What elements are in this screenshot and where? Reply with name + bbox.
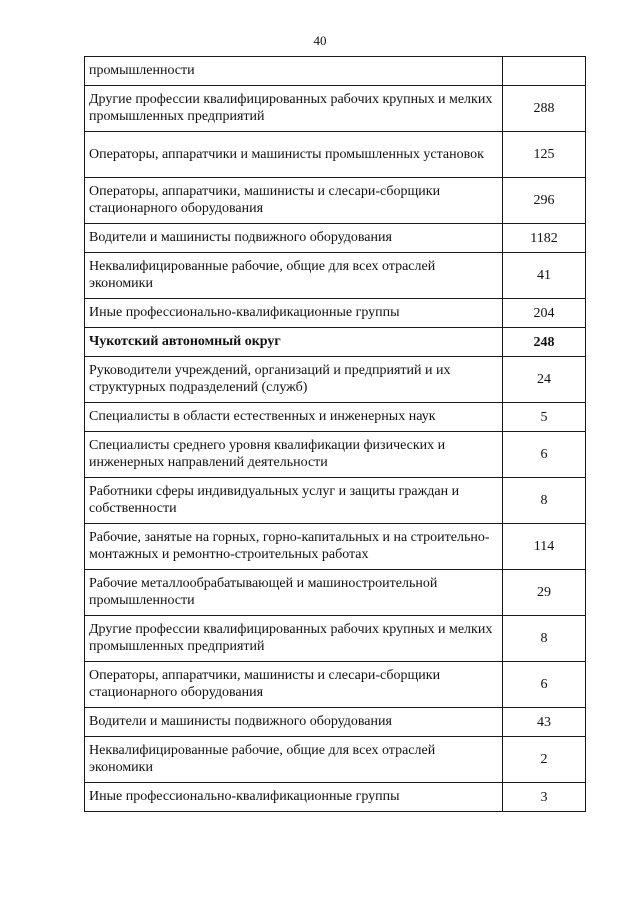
occupation-group-cell: Работники сферы индивидуальных услуг и защиты граждан и собственности (85, 478, 503, 524)
count-cell: 8 (503, 478, 586, 524)
count-cell: 43 (503, 708, 586, 737)
occupation-group-cell: Другие профессии квалифицированных рабочих крупных и мелких промышленных предприятий (85, 86, 503, 132)
occupation-table-container (84, 56, 585, 812)
table-row (85, 783, 586, 812)
count-cell: 1182 (503, 224, 586, 253)
table-row (85, 178, 586, 224)
region-row (85, 328, 586, 357)
count-cell: 2 (503, 737, 586, 783)
table-row (85, 616, 586, 662)
table-row (85, 224, 586, 253)
occupation-group-cell: Чукотский автономный округ (85, 328, 503, 357)
occupation-table-body (85, 57, 586, 812)
count-cell: 3 (503, 783, 586, 812)
table-row (85, 357, 586, 403)
occupation-group-cell: Специалисты в области естественных и инженерных наук (85, 403, 503, 432)
table-row (85, 86, 586, 132)
count-cell: 41 (503, 253, 586, 299)
count-cell: 204 (503, 299, 586, 328)
occupation-group-cell: Иные профессионально-квалификационные группы (85, 299, 503, 328)
table-row (85, 432, 586, 478)
occupation-group-cell: Рабочие, занятые на горных, горно-капитальных и на строительно-монтажных и ремонтно-строительных работах (85, 524, 503, 570)
occupation-group-cell: Неквалифицированные рабочие, общие для всех отраслей экономики (85, 253, 503, 299)
occupation-group-cell: Операторы, аппаратчики и машинисты промышленных установок (85, 132, 503, 178)
table-row (85, 708, 586, 737)
table-row (85, 737, 586, 783)
count-cell: 288 (503, 86, 586, 132)
count-cell: 296 (503, 178, 586, 224)
count-cell: 5 (503, 403, 586, 432)
count-cell: 29 (503, 570, 586, 616)
count-cell: 6 (503, 662, 586, 708)
count-cell: 6 (503, 432, 586, 478)
count-cell: 114 (503, 524, 586, 570)
table-row (85, 478, 586, 524)
count-cell: 248 (503, 328, 586, 357)
count-cell (503, 57, 586, 86)
table-row (85, 132, 586, 178)
occupation-group-cell: Другие профессии квалифицированных рабочих крупных и мелких промышленных предприятий (85, 616, 503, 662)
table-row (85, 662, 586, 708)
occupation-group-cell: промышленности (85, 57, 503, 86)
count-cell: 8 (503, 616, 586, 662)
occupation-group-cell: Рабочие металлообрабатывающей и машиностроительной промышленности (85, 570, 503, 616)
table-row (85, 299, 586, 328)
table-row (85, 403, 586, 432)
occupation-group-cell: Руководители учреждений, организаций и предприятий и их структурных подразделений (служб) (85, 357, 503, 403)
occupation-group-cell: Водители и машинисты подвижного оборудования (85, 708, 503, 737)
occupation-group-cell: Иные профессионально-квалификационные группы (85, 783, 503, 812)
occupation-group-cell: Неквалифицированные рабочие, общие для всех отраслей экономики (85, 737, 503, 783)
table-row (85, 524, 586, 570)
occupation-group-cell: Операторы, аппаратчики, машинисты и слесари-сборщики стационарного оборудования (85, 178, 503, 224)
table-row (85, 57, 586, 86)
occupation-group-cell: Специалисты среднего уровня квалификации физических и инженерных направлений деятельности (85, 432, 503, 478)
page-number: 40 (313, 33, 327, 48)
occupation-table (84, 56, 586, 812)
count-cell: 24 (503, 357, 586, 403)
table-row (85, 570, 586, 616)
table-row (85, 253, 586, 299)
occupation-group-cell: Операторы, аппаратчики, машинисты и слесари-сборщики стационарного оборудования (85, 662, 503, 708)
occupation-group-cell: Водители и машинисты подвижного оборудования (85, 224, 503, 253)
count-cell: 125 (503, 132, 586, 178)
